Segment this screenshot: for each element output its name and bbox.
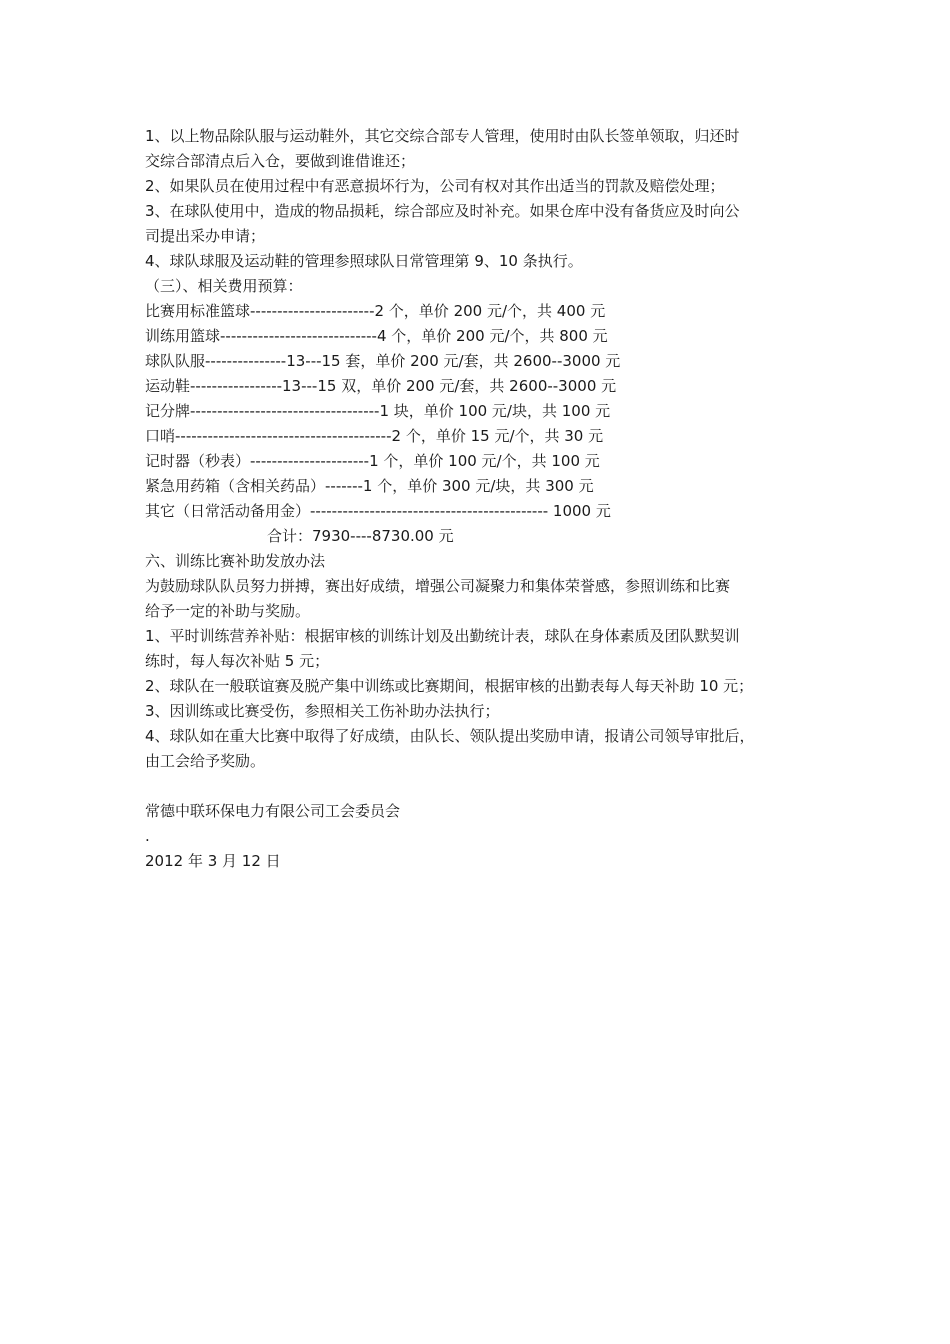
signature-block <box>145 799 835 874</box>
spacer <box>145 774 835 799</box>
paragraph-line: 3、因训练或比赛受伤，参照相关工伤补助办法执行； <box>145 702 500 720</box>
budget-item: 记分牌-----------------------------------1 块，单价 100 元/块，共 100 元 <box>145 402 611 420</box>
paragraph-line: 1、以上物品除队服与运动鞋外，其它交综合部专人管理，使用时由队长签单领取，归还时 <box>145 127 740 145</box>
budget-item: 训练用篮球-----------------------------4 个，单价 200 元/个，共 800 元 <box>145 327 608 345</box>
budget-item: 运动鞋-----------------13---15 双，单价 200 元/套，共 2600--3000 元 <box>145 377 617 395</box>
paragraph-line: 4、球队如在重大比赛中取得了好成绩，由队长、领队提出奖励申请，报请公司领导审批后， <box>145 727 755 745</box>
paragraph-line: 给予一定的补助与奖励。 <box>145 602 311 620</box>
paragraph-line: 4、球队球服及运动鞋的管理参照球队日常管理第 9、10 条执行。 <box>145 252 583 270</box>
paragraph-line: 3、在球队使用中，造成的物品损耗，综合部应及时补充。如果仓库中没有备货应及时向公 <box>145 202 740 220</box>
paragraph-line: 2、如果队员在使用过程中有恶意损坏行为，公司有权对其作出适当的罚款及赔偿处理； <box>145 177 725 195</box>
budget-section <box>145 274 835 549</box>
subsidy-section <box>145 549 835 774</box>
budget-item: 球队队服---------------13---15 套，单价 200 元/套，共 2600--3000 元 <box>145 352 621 370</box>
subsidy-heading: 六、训练比赛补助发放办法 <box>145 552 326 570</box>
paragraph-line: 司提出采办申请； <box>145 227 266 245</box>
paragraph-line: 2、球队在一般联谊赛及脱产集中训练或比赛期间，根据审核的出勤表每人每天补助 10 元； <box>145 677 754 695</box>
signature-organization: 常德中联环保电力有限公司工会委员会 <box>145 802 401 820</box>
paragraph-line: 由工会给予奖励。 <box>145 752 266 770</box>
document-page <box>145 124 835 874</box>
budget-item: 紧急用药箱（含相关药品）-------1 个，单价 300 元/块，共 300 元 <box>145 477 594 495</box>
paragraph-line: 1、平时训练营养补贴：根据审核的训练计划及出勤统计表，球队在身体素质及团队默契训 <box>145 627 740 645</box>
signature-date: 2012 年 3 月 12 日 <box>145 852 281 870</box>
budget-total: 合计：7930----8730.00 元 <box>267 527 454 545</box>
paragraph-line: 交综合部清点后入仓，要做到谁借谁还； <box>145 152 416 170</box>
signature-dot: . <box>145 827 150 845</box>
budget-item: 比赛用标准篮球-----------------------2 个，单价 200 元/个，共 400 元 <box>145 302 606 320</box>
budget-item: 记时器（秒表）----------------------1 个，单价 100 元/个，共 100 元 <box>145 452 600 470</box>
items-section <box>145 124 835 274</box>
budget-item: 其它（日常活动备用金）-------------------------------------------- 1000 元 <box>145 502 611 520</box>
budget-item: 口哨----------------------------------------2 个，单价 15 元/个，共 30 元 <box>145 427 604 445</box>
paragraph-line: 为鼓励球队队员努力拼搏，赛出好成绩，增强公司凝聚力和集体荣誉感，参照训练和比赛 <box>145 577 731 595</box>
budget-heading: （三）、相关费用预算： <box>145 277 303 295</box>
paragraph-line: 练时，每人每次补贴 5 元； <box>145 652 330 670</box>
